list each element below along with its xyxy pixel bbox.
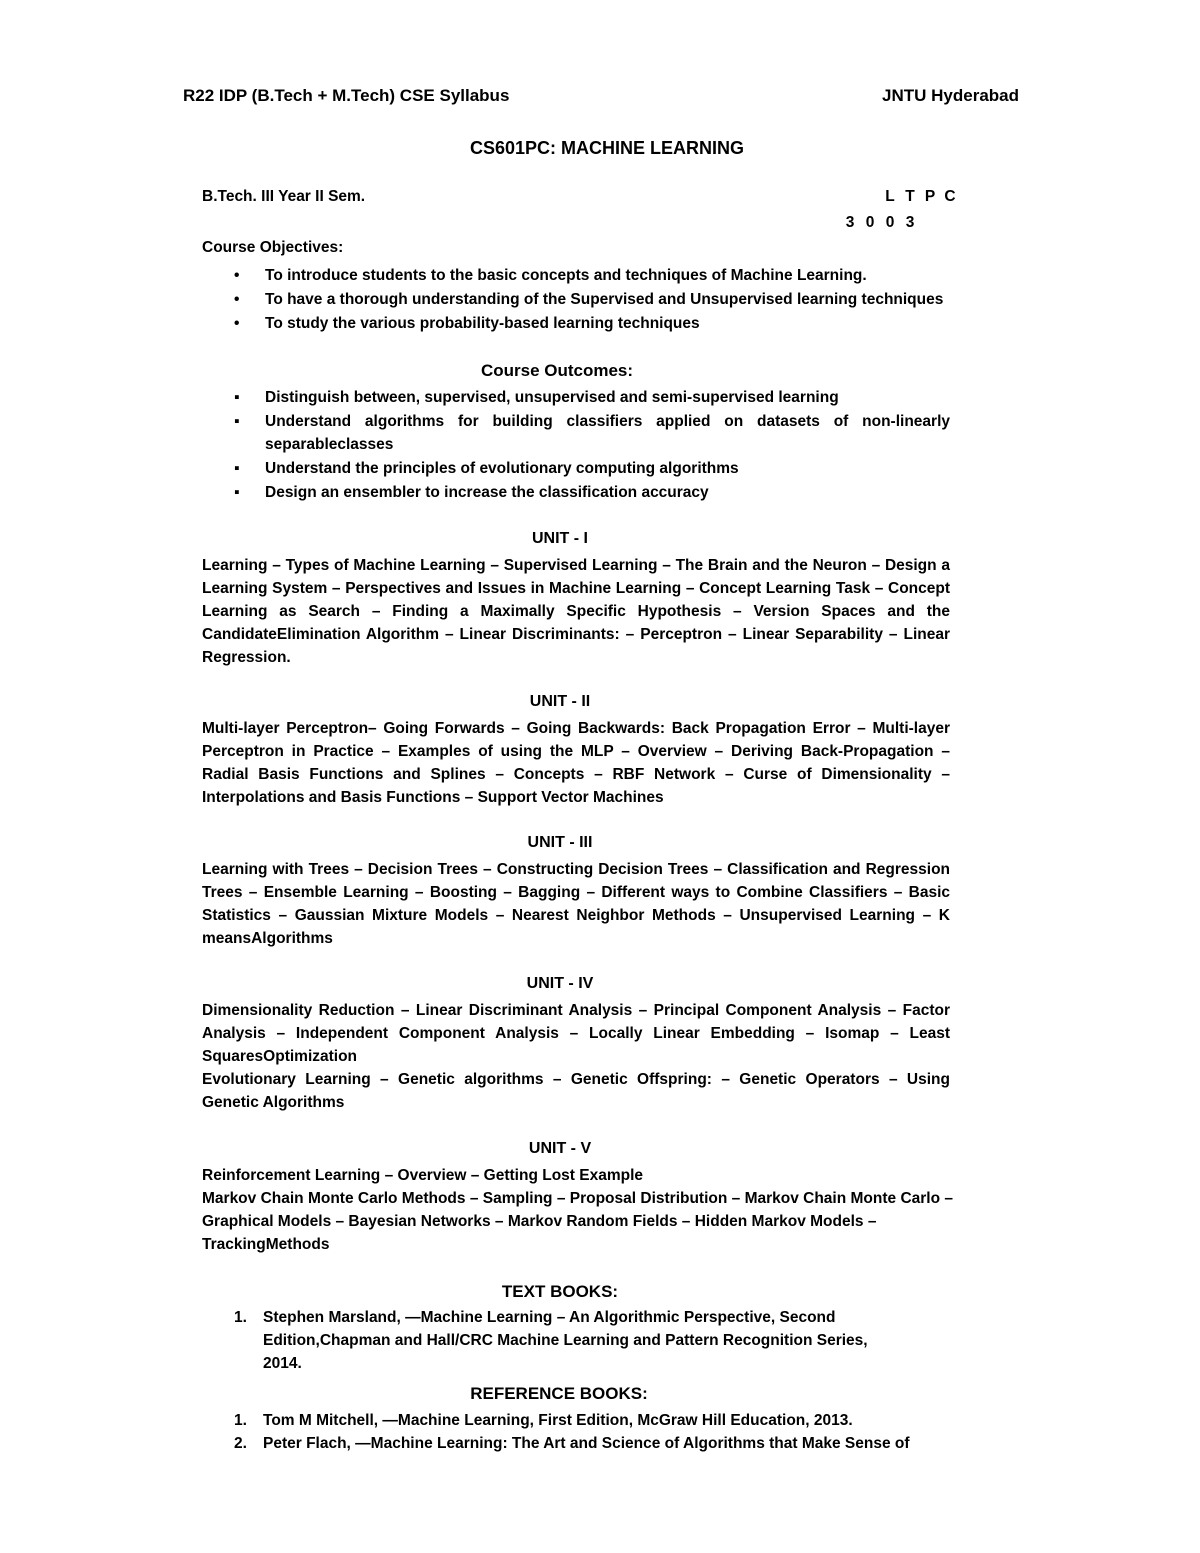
outcomes-heading: Course Outcomes: xyxy=(480,361,634,380)
unit-4-paragraph-2: Evolutionary Learning – Genetic algorithms – Genetic Offspring: – Genetic Operators – Using Genetic Algorithms xyxy=(202,1071,950,1111)
unit-2-heading: UNIT - II xyxy=(529,693,591,710)
ltpc-label-l: L xyxy=(885,188,895,205)
unit-4-paragraph-1: Dimensionality Reduction – Linear Discriminant Analysis – Principal Component Analysis – Factor Analysis – Independent Component Analysis – Locally Linear Embedding – Isomap – Least SquaresOptimization xyxy=(202,1002,950,1065)
ltpc-labels xyxy=(880,188,960,206)
textbooks-heading: TEXT BOOKS: xyxy=(501,1282,619,1301)
unit-2-content xyxy=(202,717,950,809)
list-number: 2. xyxy=(234,1435,247,1452)
ltpc-values xyxy=(840,214,920,232)
running-header-left: R22 IDP (B.Tech + M.Tech) CSE Syllabus xyxy=(183,86,510,105)
list-item: ▪ Distinguish between, supervised, unsupervised and semi-supervised learning xyxy=(202,386,950,409)
ltpc-label-t: T xyxy=(905,188,915,205)
list-item xyxy=(234,1306,910,1375)
list-item: • To have a thorough understanding of the Supervised and Unsupervised learning techniques xyxy=(202,288,1002,311)
list-item: ▪ Understand algorithms for building classifiers applied on datasets of non-linearly separableclasses xyxy=(202,410,950,456)
list-item: ▪ Design an ensembler to increase the classification accuracy xyxy=(202,481,950,504)
bullet-icon: • xyxy=(234,267,240,284)
unit-1-content xyxy=(202,554,950,669)
list-item: • To introduce students to the basic concepts and techniques of Machine Learning. xyxy=(202,264,1002,287)
unit-1-heading: UNIT - I xyxy=(532,530,588,547)
unit-3-paragraph: Learning with Trees – Decision Trees – Constructing Decision Trees – Classification and Regression Trees – Ensemble Learning – Boosting – Bagging – Different ways to Combine Classifiers – Basic Statistics – Gaussian Mixture Models – Nearest Neighbor Methods – Unsupervised Learning – K meansAlgorithms xyxy=(202,861,950,947)
reference-text: Peter Flach, —Machine Learning: The Art and Science of Algorithms that Make Sense of xyxy=(263,1435,910,1452)
list-item xyxy=(234,1409,994,1432)
reference-text: Tom M Mitchell, —Machine Learning, First Edition, McGraw Hill Education, 2013. xyxy=(263,1412,853,1429)
ltpc-value-t: 0 xyxy=(865,214,875,231)
semester-label: B.Tech. III Year II Sem. xyxy=(202,188,366,205)
objectives-list xyxy=(202,264,1002,336)
unit-3-heading: UNIT - III xyxy=(527,834,593,851)
bullet-icon: • xyxy=(234,315,240,332)
unit-5-paragraph-1: Reinforcement Learning – Overview – Getting Lost Example xyxy=(202,1167,644,1184)
ltpc-value-p: 0 xyxy=(885,214,895,231)
textbooks-list xyxy=(234,1306,910,1375)
ltpc-value-l: 3 xyxy=(845,214,855,231)
course-title: CS601PC: MACHINE LEARNING xyxy=(469,138,745,158)
references-heading: REFERENCE BOOKS: xyxy=(470,1384,648,1403)
unit-5-paragraph-2: Markov Chain Monte Carlo Methods – Sampling – Proposal Distribution – Markov Chain Monte Carlo – Graphical Models – Bayesian Networks – Markov Random Fields – Hidden Markov Models – TrackingMethods xyxy=(202,1190,953,1253)
unit-4-heading: UNIT - IV xyxy=(526,975,594,992)
bullet-icon: ▪ xyxy=(234,460,240,477)
bullet-icon: ▪ xyxy=(234,413,240,430)
unit-5-content xyxy=(202,1164,987,1256)
objectives-heading: Course Objectives: xyxy=(202,239,344,256)
unit-1-paragraph: Learning – Types of Machine Learning – Supervised Learning – The Brain and the Neuron – Design a Learning System – Perspectives and Issues in Machine Learning – Concept Learning Task – Concept Learning as Search – Finding a Maximally Specific Hypothesis – Version Spaces and the CandidateElimination Algorithm – Linear Discriminants: – Perceptron – Linear Separability – Linear Regression. xyxy=(202,557,950,666)
list-number: 1. xyxy=(234,1309,247,1326)
outcomes-list xyxy=(202,386,950,505)
bullet-icon: • xyxy=(234,291,240,308)
list-number: 1. xyxy=(234,1412,247,1429)
list-item: ▪ Understand the principles of evolutionary computing algorithms xyxy=(202,457,950,480)
ltpc-label-p: P xyxy=(924,188,936,205)
bullet-icon: ▪ xyxy=(234,389,240,406)
ltpc-value-c: 3 xyxy=(905,214,915,231)
unit-3-content xyxy=(202,858,950,950)
unit-4-content xyxy=(202,999,950,1114)
running-header-right: JNTU Hyderabad xyxy=(882,86,1019,105)
ltpc-label-c: C xyxy=(944,188,956,205)
bullet-icon: ▪ xyxy=(234,484,240,501)
unit-5-heading: UNIT - V xyxy=(528,1140,592,1157)
textbook-text: Stephen Marsland, ―Machine Learning – An Algorithmic Perspective, Second Edition,Chapman and Hall/CRC Machine Learning and Pattern Recognition Series, 2014. xyxy=(263,1309,868,1372)
references-list xyxy=(234,1409,994,1455)
list-item: • To study the various probability-based learning techniques xyxy=(202,312,1002,335)
list-item xyxy=(234,1432,994,1455)
unit-2-paragraph: Multi-layer Perceptron– Going Forwards – Going Backwards: Back Propagation Error – Multi-layer Perceptron in Practice – Examples of using the MLP – Overview – Deriving Back-Propagation – Radial Basis Functions and Splines – Concepts – RBF Network – Curse of Dimensionality – Interpolations and Basis Functions – Support Vector Machines xyxy=(202,720,950,806)
